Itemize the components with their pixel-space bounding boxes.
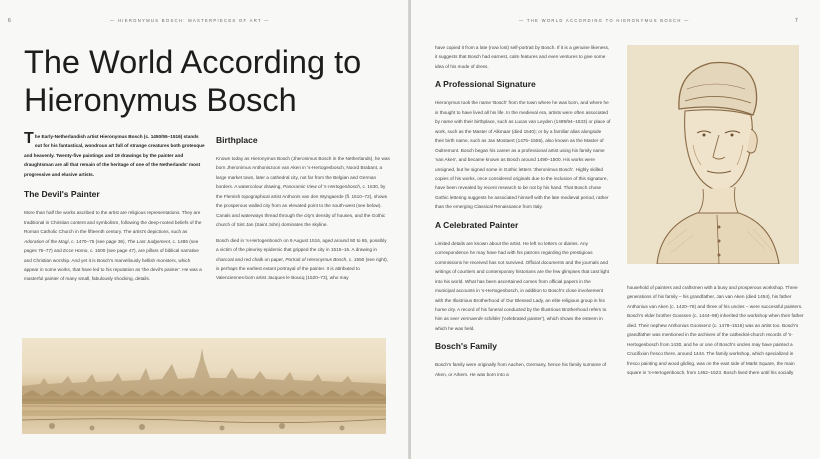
page-number-right: 7 — [795, 18, 798, 24]
right-page — [411, 0, 820, 459]
continuation-paragraph: have copied it from a late (now lost) self-portrait by Bosch. If it is a genuine likeness, it suggests that Bosch had earnest, calm features and even ventures to give some idea of his mode of dress. — [435, 45, 610, 69]
family-paragraph: Bosch's family were originally from Aachen, Germany, hence his family surname of Aken, or Arkem. He was born into a — [435, 362, 607, 377]
heading-celebrated-painter: A Celebrated Painter — [435, 219, 519, 230]
left-column-2 — [216, 132, 390, 289]
heading-devils-painter: The Devil's Painter — [24, 189, 100, 200]
left-column-1 — [24, 132, 206, 290]
heading-birthplace: Birthplace — [216, 135, 258, 145]
workshop-paragraph: household of painters and craftsmen with a busy and prosperous workshop. Three generations of his family – his grandfather, Jan van Aken (died 1454), his father Anthonius van Aken (c. 1420–78) and three of his uncles – were successful painters. Bosch's elder brother Goossen (c. 1444–98) inherited the workshop when their father died. Their nephew Anthonius Goossenz (c. 1478–1516) was an artist too. Bosch's grandfather was mentioned in the archives of the cathedral-church records of 's-Hertogenbosch from 1430, and he or one of Bosch's uncles may have painted a Crucifixion fresco there, around 1444. The family workshop, which specialized in fresco painting and wood gilding, was on the east side of Markt Square, the main square in 's-Hertogenbosch, from 1462–1523. Bosch lived there until his socially — [627, 285, 804, 376]
right-column-1 — [435, 43, 611, 385]
page-number-left: 6 — [8, 18, 11, 24]
portrait-drawing — [627, 45, 799, 264]
page-title: The World According to Hieronymus Bosch — [24, 44, 362, 118]
heading-professional-signature: A Professional Signature — [435, 79, 536, 90]
portrait-image — [627, 45, 799, 264]
running-head-left: — HIERONYMUS BOSCH: MASTERPIECES OF ART — — [110, 18, 270, 23]
drop-cap: T — [24, 130, 34, 147]
panorama-image — [22, 338, 386, 434]
running-head-right: — THE WORLD ACCORDING TO HIERONYMUS BOSCH — — [519, 18, 690, 23]
birthplace-paragraph-1: Known today as Hieronymus Bosch (Jheronimus Bosch in the Netherlands), he was born Jheronimus Anthoniszoon van Aken in 's-Hertogenbosch, Noord Brabant, a large market town, later a cathedral city, not far from the Belgian and German borders. A watercolour drawing, Panoramic View of 's-Hertogenbosch, c. 1530, by the Flemish topographical artist Anthonis van den Wyngaerde (fl. 1510–72), shows the prosperous walled city from an elevated point to the south-west (see below). Canals and waterways thread through the city's density of houses, and the Gothic church of Sint Jan (Saint John) dominates the skyline. — [216, 156, 390, 228]
heading-boschs-family: Bosch's Family — [435, 341, 498, 352]
devils-painter-paragraph: More than half the works ascribed to the artist are religious representations. They are traditional in Christian content and symbolism, following the deep-rooted beliefs of the Roman Catholic Church in the fifteenth century. The artist's depictions, such as Adoration of the Magi, c. 1470–75 (see page 36), The Last Judgement, c. 1486 (see pages 76–77) and Ecce Homo, c. 1500 (see page 47), are pillars of biblical narrative and Christian worship. And yet it is Bosch's marvellously hellish monsters, which appear in some works, that have led to his reputation as 'the devil's painter'. He was a masterful painter of many small, fabulously shocking, details. — [24, 210, 202, 282]
panorama-drawing — [22, 338, 386, 434]
intro-paragraph: The Early-Netherlandish artist Hieronymus Bosch (c. 1450/55–1516) stands out for his fantastical, wondrous art full of strange creatures both grotesque and heavenly. Twenty-five paintings and 19 drawings by the painter and draughtsman are all that remain of the heritage of one of the Netherlands' most progressive and elusive artists. — [24, 130, 205, 177]
signature-paragraph: Hieronymus took the name 'Bosch' from the town where he was born, and where he is thought to have lived all his life. In the medieval era, artists were often associated by name with their birthplace, such as Lucas van Leyden (1489/94–1533) or place of work, such as the Master of Alkmaar (died 1540); or by a familiar alias alongside their birth name, such as Jan Mostaert (1475–1555), also known as the Master of Oultremont. Bosch began his career as a professional artist using his family name 'van Aken', and became known as Bosch around 1490–1500. His works were unsigned, but he signed some in Gothic letters 'Jheronimus Bosch'. Highly skilled copies of his works, once considered originals due to the inclusion of this signature, have been revealed by recent research to be not by his hand. That Bosch chose Gothic lettering suggests he associated himself with the late medieval period, rather than the emerging Classical Renaissance from Italy. — [435, 100, 611, 210]
celebrated-paragraph: Limited details are known about the artist. He left no letters or diaries. Any correspondence he may have had with his patrons regarding the prestigious commissions he received has not survived. Official documents and the journals and writings of courtiers and contemporary historians are the few glimpses that cast light into his world. What has been ascertained comes from official papers in the municipal accounts in 's-Hertogenbosch, in addition to Bosch's close involvement with the Illustrious Brotherhood of Our Blessed Lady, an elite religious group in his home city. A record of his funeral conducted by the Illustrious Brotherhood refers to him as seer vermaerde schilder ('celebrated painter'), which shows the esteem in which he was held. — [435, 240, 610, 331]
birthplace-paragraph-2: Bosch died in 's-Hertogenbosch on 9 August 1516, aged around 60 to 65, possibly a victim of the pleurisy epidemic that gripped the city in 1515–16. A drawing in charcoal and red chalk on paper, Portrait of Hieronymus Bosch, c. 1550 (see right), is perhaps the earliest extant portrayal of the painter. It is attributed to Valenciennes-born artist Jacques le Boucq (1520–73), who may — [216, 237, 388, 281]
left-page — [0, 0, 409, 459]
right-column-2 — [627, 283, 805, 384]
